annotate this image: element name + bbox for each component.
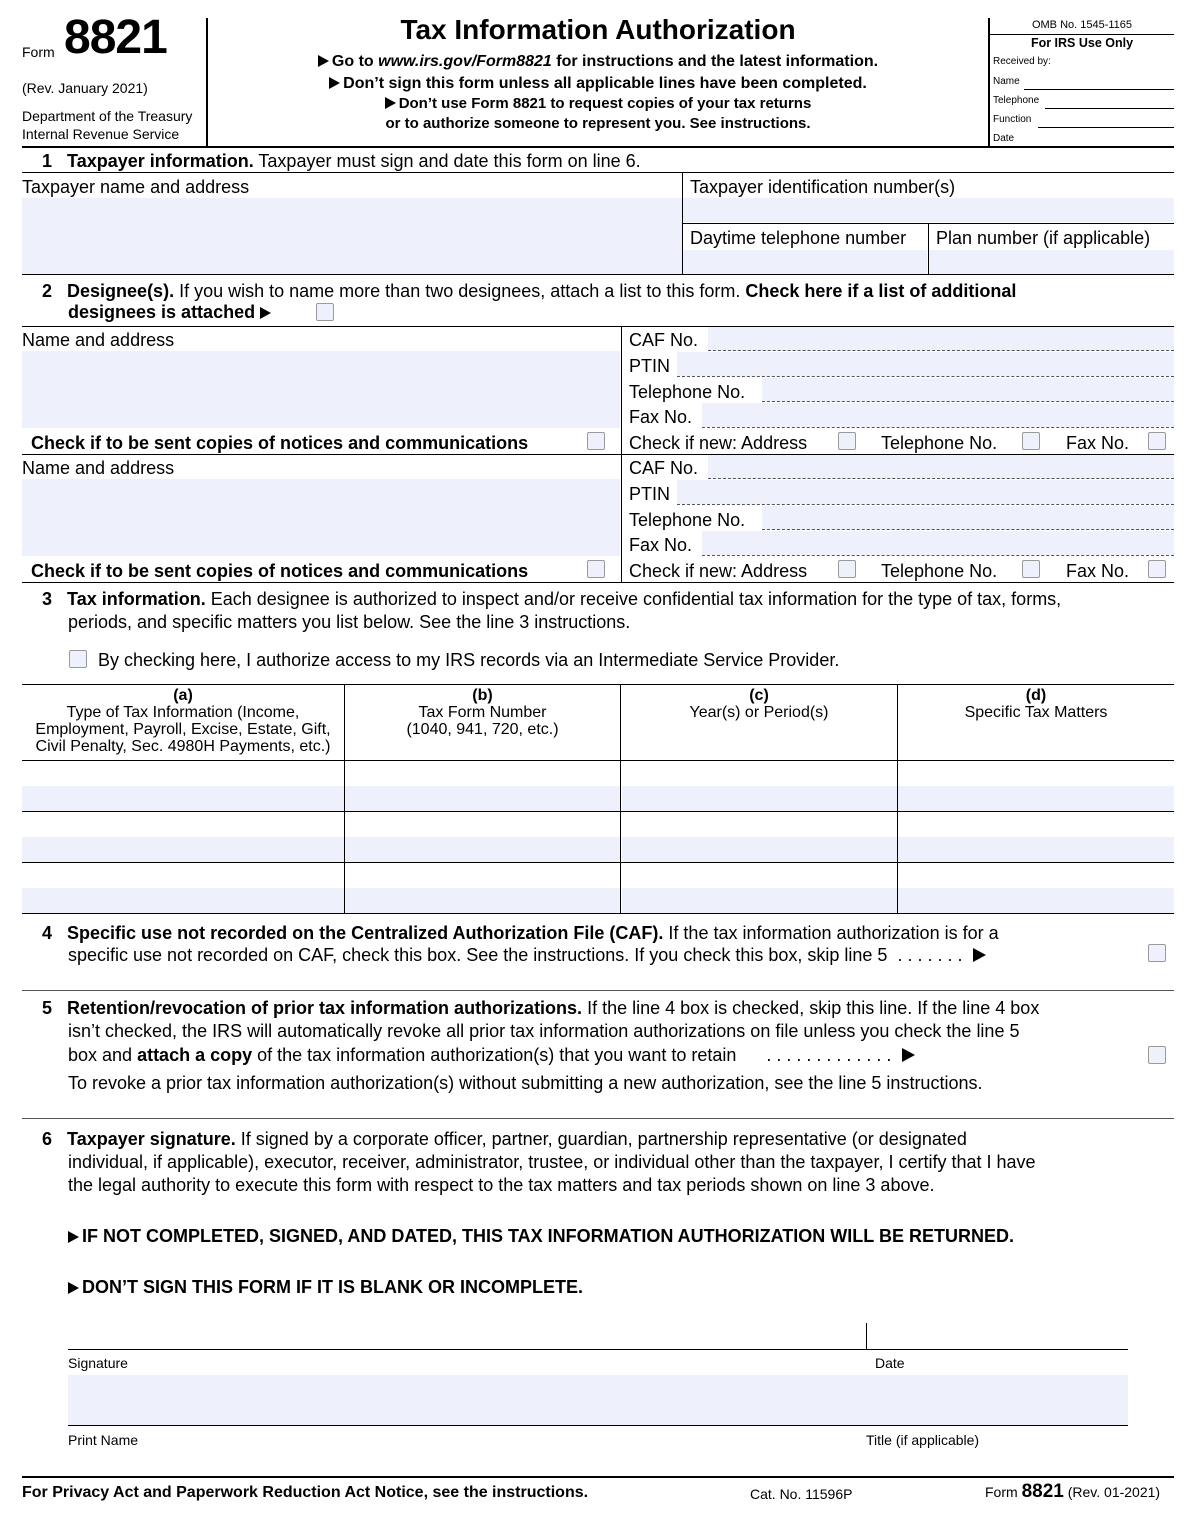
arrow-icon bbox=[973, 948, 986, 962]
form-title: Tax Information Authorization bbox=[400, 14, 796, 45]
row1-type-field[interactable] bbox=[22, 786, 344, 811]
cat-number: Cat. No. 11596P bbox=[750, 1486, 853, 1502]
irs-name-label: Name bbox=[993, 76, 1020, 87]
divider bbox=[22, 862, 1174, 863]
arrow-icon bbox=[902, 1048, 915, 1062]
row2-period-field[interactable] bbox=[622, 837, 897, 862]
line5-checkbox[interactable] bbox=[1148, 1046, 1166, 1064]
instruction-dont-use: Don’t use Form 8821 to request copies of your tax returns bbox=[210, 95, 986, 113]
column-header-b: (b) Tax Form Number (1040, 941, 720, etc.) bbox=[406, 687, 559, 738]
taxpayer-name-address-field[interactable] bbox=[22, 198, 682, 274]
divider bbox=[22, 582, 1174, 583]
divider bbox=[22, 1118, 1174, 1119]
arrow-icon bbox=[68, 1231, 79, 1243]
designee1-new-fax-label: Fax No. bbox=[1066, 433, 1130, 453]
line2-heading: 2 Designee(s). If you wish to name more than two designees, attach a list to this form. Check here if a list of additional bbox=[42, 281, 1017, 301]
irs-use-only: For IRS Use Only bbox=[1030, 36, 1134, 50]
designee1-name-label: Name and address bbox=[22, 330, 175, 350]
dot-leader: . . . . . . . bbox=[897, 945, 963, 965]
taxpayer-name-label: Taxpayer name and address bbox=[22, 177, 250, 197]
irs-name-line[interactable] bbox=[1024, 89, 1174, 90]
row3-matters-field[interactable] bbox=[898, 888, 1174, 913]
row1-form-field[interactable] bbox=[345, 786, 620, 811]
designee1-check-new-label: Check if new: Address bbox=[629, 433, 808, 453]
dashed-line bbox=[708, 350, 1174, 351]
designee2-telephone-label: Telephone No. bbox=[629, 510, 746, 530]
divider bbox=[22, 274, 1174, 275]
divider bbox=[22, 913, 1174, 914]
divider bbox=[866, 1323, 867, 1349]
line5-text-line3: box and attach a copy of the tax information authorization(s) that you want to retain . . . . . . . . . . . . . bbox=[68, 1044, 918, 1066]
dashed-line bbox=[762, 529, 1174, 530]
print-name-title-field[interactable] bbox=[68, 1375, 1128, 1425]
designee1-notices-checkbox[interactable] bbox=[587, 432, 605, 450]
row2-type-field[interactable] bbox=[22, 837, 344, 862]
form-revision: (Rev. January 2021) bbox=[22, 80, 148, 96]
divider bbox=[621, 454, 622, 582]
additional-designees-checkbox[interactable] bbox=[316, 303, 334, 321]
row1-period-field[interactable] bbox=[622, 786, 897, 811]
line4-heading: 4 Specific use not recorded on the Centralized Authorization File (CAF). If the tax information authorization is for a bbox=[42, 923, 999, 943]
divider bbox=[68, 1425, 1128, 1426]
divider bbox=[897, 684, 898, 913]
divider bbox=[344, 684, 345, 913]
dashed-line bbox=[702, 427, 1174, 428]
isp-label: By checking here, I authorize access to my IRS records via an Intermediate Service Provider. bbox=[98, 650, 840, 670]
designee1-new-telephone-label: Telephone No. bbox=[881, 433, 998, 453]
column-header-d: (d) Specific Tax Matters bbox=[964, 687, 1108, 721]
arrow-icon bbox=[329, 77, 340, 89]
isp-checkbox[interactable] bbox=[69, 650, 87, 668]
line4-checkbox[interactable] bbox=[1148, 944, 1166, 962]
dashed-line bbox=[708, 478, 1174, 479]
designee1-telephone-field[interactable] bbox=[762, 378, 1174, 402]
dashed-line bbox=[677, 376, 1174, 377]
row1-matters-field[interactable] bbox=[898, 786, 1174, 811]
divider bbox=[22, 172, 1174, 173]
designee1-caf-field[interactable] bbox=[708, 327, 1174, 351]
designee2-check-new-label: Check if new: Address bbox=[629, 561, 808, 581]
row2-matters-field[interactable] bbox=[898, 837, 1174, 862]
line5-revoke-note: To revoke a prior tax information authorization(s) without submitting a new authorization, see the line 5 instructions. bbox=[68, 1073, 983, 1093]
header-bottom-rule bbox=[22, 146, 1174, 148]
title-label: Title (if applicable) bbox=[866, 1432, 980, 1448]
line6-heading: 6 Taxpayer signature. If signed by a corporate officer, partner, guardian, partnership representative (or designated bbox=[42, 1129, 967, 1149]
irs-telephone-label: Telephone bbox=[993, 95, 1040, 106]
divider bbox=[22, 811, 1174, 812]
instruction-goto: Go to www.irs.gov/Form8821 for instructions and the latest information. bbox=[210, 52, 986, 71]
tin-label: Taxpayer identification number(s) bbox=[690, 177, 956, 197]
designee2-name-address-field[interactable] bbox=[22, 479, 620, 556]
print-name-label: Print Name bbox=[68, 1432, 139, 1448]
designee2-ptin-field[interactable] bbox=[677, 480, 1174, 504]
line6-text-line2: individual, if applicable), executor, receiver, administrator, trustee, or individual other than the taxpayer, I certify that I have bbox=[68, 1152, 1036, 1172]
line6-text-line3: the legal authority to execute this form with respect to the tax matters and tax periods shown on line 3 above. bbox=[68, 1175, 935, 1195]
divider bbox=[22, 684, 1174, 685]
arrow-icon bbox=[260, 307, 271, 319]
instruction-dont-sign: Don’t sign this form unless all applicable lines have been completed. bbox=[210, 74, 986, 93]
designee2-new-telephone-label: Telephone No. bbox=[881, 561, 998, 581]
header-divider-left bbox=[206, 18, 208, 146]
plan-number-label: Plan number (if applicable) bbox=[936, 228, 1151, 248]
designee2-new-telephone-checkbox[interactable] bbox=[1022, 560, 1040, 578]
signature-label: Signature bbox=[68, 1355, 128, 1371]
designee1-notices-label: Check if to be sent copies of notices and communications bbox=[31, 433, 529, 453]
column-header-c: (c) Year(s) or Period(s) bbox=[689, 687, 829, 721]
date-label: Date bbox=[875, 1355, 905, 1371]
instruction-dont-use-line2: or to authorize someone to represent you. See instructions. bbox=[385, 115, 811, 132]
designee1-ptin-label: PTIN bbox=[629, 356, 671, 376]
form-label: Form bbox=[22, 44, 55, 60]
footer-rule bbox=[22, 1476, 1174, 1478]
department-line2: Internal Revenue Service bbox=[22, 126, 180, 142]
omb-number: OMB No. 1545-1165 bbox=[1031, 19, 1133, 31]
row3-form-field[interactable] bbox=[345, 888, 620, 913]
received-by-label: Received by: bbox=[993, 56, 1051, 67]
dashed-line bbox=[702, 555, 1174, 556]
date-field[interactable] bbox=[867, 1322, 1127, 1349]
divider bbox=[620, 684, 621, 913]
arrow-icon bbox=[385, 97, 396, 109]
warning-dont-sign: DON’T SIGN THIS FORM IF IT IS BLANK OR INCOMPLETE. bbox=[68, 1276, 583, 1298]
designee2-telephone-field[interactable] bbox=[762, 506, 1174, 530]
form-number: 8821 bbox=[64, 11, 167, 64]
designee1-ptin-field[interactable] bbox=[677, 352, 1174, 376]
daytime-phone-field[interactable] bbox=[683, 250, 927, 274]
designee2-new-address-checkbox[interactable] bbox=[838, 560, 856, 578]
designee1-fax-label: Fax No. bbox=[629, 407, 693, 427]
designee2-notices-checkbox[interactable] bbox=[587, 560, 605, 578]
divider bbox=[621, 326, 622, 454]
line5-heading: 5 Retention/revocation of prior tax information authorizations. If the line 4 box is checked, skip this line. If the line 4 box bbox=[42, 998, 1040, 1018]
daytime-phone-label: Daytime telephone number bbox=[690, 228, 907, 248]
privacy-notice: For Privacy Act and Paperwork Reduction Act Notice, see the instructions. bbox=[22, 1484, 589, 1501]
designee2-new-fax-label: Fax No. bbox=[1066, 561, 1130, 581]
department-line1: Department of the Treasury bbox=[22, 108, 193, 124]
row2-form-field[interactable] bbox=[345, 837, 620, 862]
dashed-line bbox=[677, 504, 1174, 505]
designee2-new-fax-checkbox[interactable] bbox=[1148, 560, 1166, 578]
designee2-fax-field[interactable] bbox=[702, 531, 1174, 555]
irs-date-label: Date bbox=[993, 133, 1015, 144]
designee1-fax-field[interactable] bbox=[702, 403, 1174, 427]
dot-leader: . . . . . . . . . . . . . bbox=[766, 1045, 892, 1065]
warning-returned: IF NOT COMPLETED, SIGNED, AND DATED, THIS TAX INFORMATION AUTHORIZATION WILL BE RETURNED. bbox=[68, 1225, 1014, 1247]
row3-type-field[interactable] bbox=[22, 888, 344, 913]
designee2-notices-label: Check if to be sent copies of notices and communications bbox=[31, 561, 529, 581]
designee1-telephone-label: Telephone No. bbox=[629, 382, 746, 402]
irs-function-line[interactable] bbox=[1038, 127, 1174, 128]
irs-telephone-line[interactable] bbox=[1045, 108, 1174, 109]
divider bbox=[22, 760, 1174, 761]
line5-text-line2: isn’t checked, the IRS will automatically revoke all prior tax information authorizations on file unless you check the line 5 bbox=[68, 1021, 1020, 1041]
line2-heading-cont: designees is attached bbox=[68, 301, 274, 323]
designee1-new-address-checkbox[interactable] bbox=[838, 432, 856, 450]
designee1-caf-label: CAF No. bbox=[629, 330, 699, 350]
line3-text-cont: periods, and specific matters you list below. See the line 3 instructions. bbox=[68, 612, 631, 632]
line3-heading: 3 Tax information. Each designee is authorized to inspect and/or receive confidential tax information for the type of tax, forms, bbox=[42, 589, 1062, 609]
footer-form-id: Form 8821 (Rev. 01-2021) bbox=[985, 1481, 1161, 1502]
designee1-new-fax-checkbox[interactable] bbox=[1148, 432, 1166, 450]
arrow-icon bbox=[68, 1282, 79, 1294]
designee2-ptin-label: PTIN bbox=[629, 484, 671, 504]
dashed-line bbox=[762, 401, 1174, 402]
line1-heading: 1 Taxpayer information. Taxpayer must sign and date this form on line 6. bbox=[42, 151, 641, 171]
designee2-name-label: Name and address bbox=[22, 458, 175, 478]
line4-text-cont: specific use not recorded on CAF, check this box. See the instructions. If you check this box, skip line 5 . . . . . . . bbox=[68, 944, 989, 966]
divider bbox=[22, 990, 1174, 991]
irs-link[interactable]: www.irs.gov/Form8821 bbox=[378, 53, 552, 70]
divider bbox=[68, 1349, 1128, 1350]
arrow-icon bbox=[318, 55, 329, 67]
signature-field[interactable] bbox=[68, 1322, 866, 1349]
column-header-a: (a) Type of Tax Information (Income, Employment, Payroll, Excise, Estate, Gift, Civil Penalty, Sec. 4980H Payments, etc.) bbox=[35, 687, 331, 755]
tin-field[interactable] bbox=[683, 198, 1174, 222]
row3-period-field[interactable] bbox=[622, 888, 897, 913]
designee2-caf-label: CAF No. bbox=[629, 458, 699, 478]
divider bbox=[990, 34, 1174, 35]
designee2-caf-field[interactable] bbox=[708, 455, 1174, 479]
designee1-name-address-field[interactable] bbox=[22, 351, 620, 428]
irs-function-label: Function bbox=[993, 114, 1032, 125]
plan-number-field[interactable] bbox=[929, 250, 1174, 274]
designee1-new-telephone-checkbox[interactable] bbox=[1022, 432, 1040, 450]
designee2-fax-label: Fax No. bbox=[629, 535, 693, 555]
